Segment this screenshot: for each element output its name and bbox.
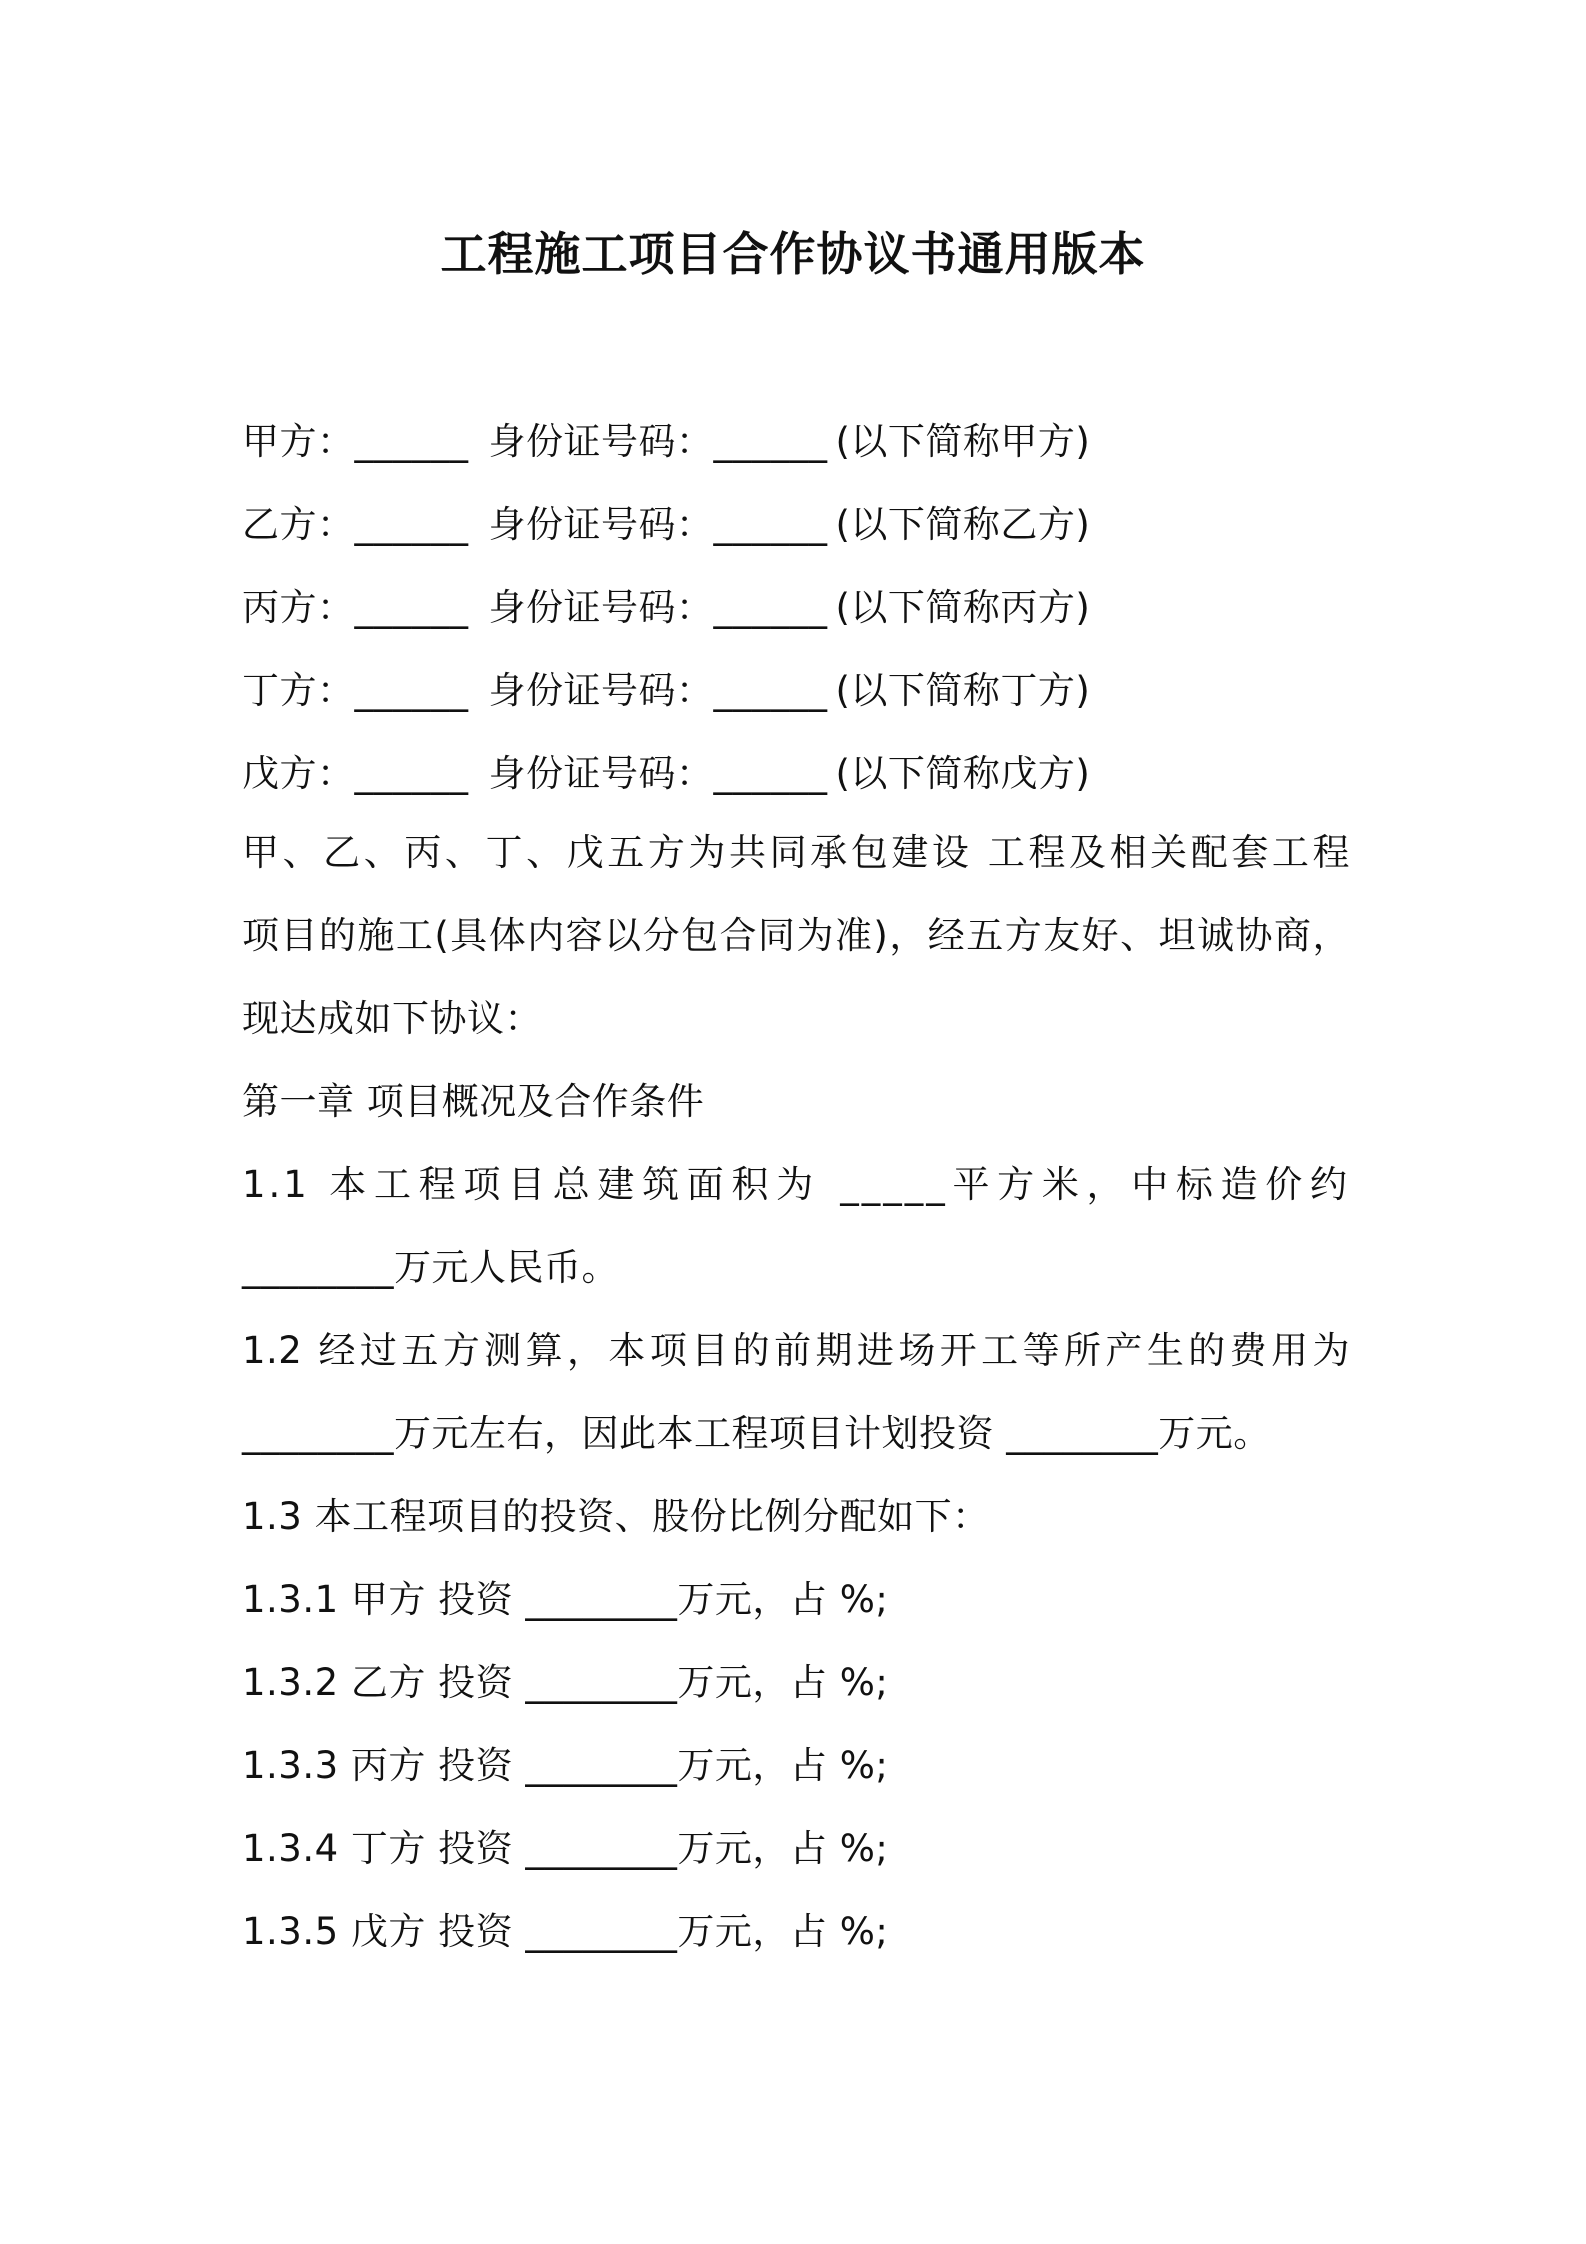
intro-line-1: 甲、乙、丙、丁、戊五方为共同承包建设 工程及相关配套工程 xyxy=(242,831,1350,874)
investment-line-ding: 1.3.4 丁方 投资 ________万元，占 %; xyxy=(242,1827,889,1870)
party-line-wu xyxy=(242,750,1090,798)
party-id-label: 身份证号码：______ xyxy=(488,752,828,795)
party-id-label: 身份证号码：______ xyxy=(488,669,828,712)
party-short-name: (以下简称乙方) xyxy=(835,503,1091,546)
party-short-name: (以下简称甲方) xyxy=(835,420,1091,463)
clause-1-3: 1.3 本工程项目的投资、股份比例分配如下： xyxy=(242,1495,990,1538)
party-name: 戊方：______ xyxy=(242,752,469,795)
chapter-heading: 第一章 项目概况及合作条件 xyxy=(242,1080,705,1123)
investment-line-bing: 1.3.3 丙方 投资 ________万元，占 %; xyxy=(242,1744,889,1787)
investment-line-yi: 1.3.2 乙方 投资 ________万元，占 %; xyxy=(242,1661,889,1704)
party-id-label: 身份证号码：______ xyxy=(488,586,828,629)
investment-line-jia: 1.3.1 甲方 投资 ________万元，占 %; xyxy=(242,1578,889,1621)
party-short-name: (以下简称丙方) xyxy=(835,586,1091,629)
intro-line-2: 项目的施工(具体内容以分包合同为准)，经五方友好、坦诚协商， xyxy=(242,914,1350,957)
clause-1-1-line-2: ________万元人民币。 xyxy=(242,1246,619,1289)
party-name: 甲方：______ xyxy=(242,420,469,463)
clause-1-2-line-2: ________万元左右，因此本工程项目计划投资 ________万元。 xyxy=(242,1412,1271,1455)
intro-line-3: 现达成如下协议： xyxy=(242,997,542,1040)
clause-1-2-line-1: 1.2 经过五方测算，本项目的前期进场开工等所产生的费用为 xyxy=(242,1329,1350,1372)
party-line-jia xyxy=(242,418,1090,466)
document-title: 工程施工项目合作协议书通用版本 xyxy=(440,227,1146,281)
party-short-name: (以下简称戊方) xyxy=(835,752,1091,795)
party-line-yi xyxy=(242,501,1090,549)
party-id-label: 身份证号码：______ xyxy=(488,420,828,463)
party-line-bing xyxy=(242,584,1090,632)
party-name: 乙方：______ xyxy=(242,503,469,546)
investment-line-wu: 1.3.5 戊方 投资 ________万元，占 %; xyxy=(242,1910,889,1953)
party-short-name: (以下简称丁方) xyxy=(835,669,1091,712)
party-id-label: 身份证号码：______ xyxy=(488,503,828,546)
clause-1-1-line-1: 1.1 本工程项目总建筑面积为 _____平方米，中标造价约 xyxy=(242,1163,1350,1206)
party-name: 丁方：______ xyxy=(242,669,469,712)
party-line-ding xyxy=(242,667,1090,715)
party-name: 丙方：______ xyxy=(242,586,469,629)
